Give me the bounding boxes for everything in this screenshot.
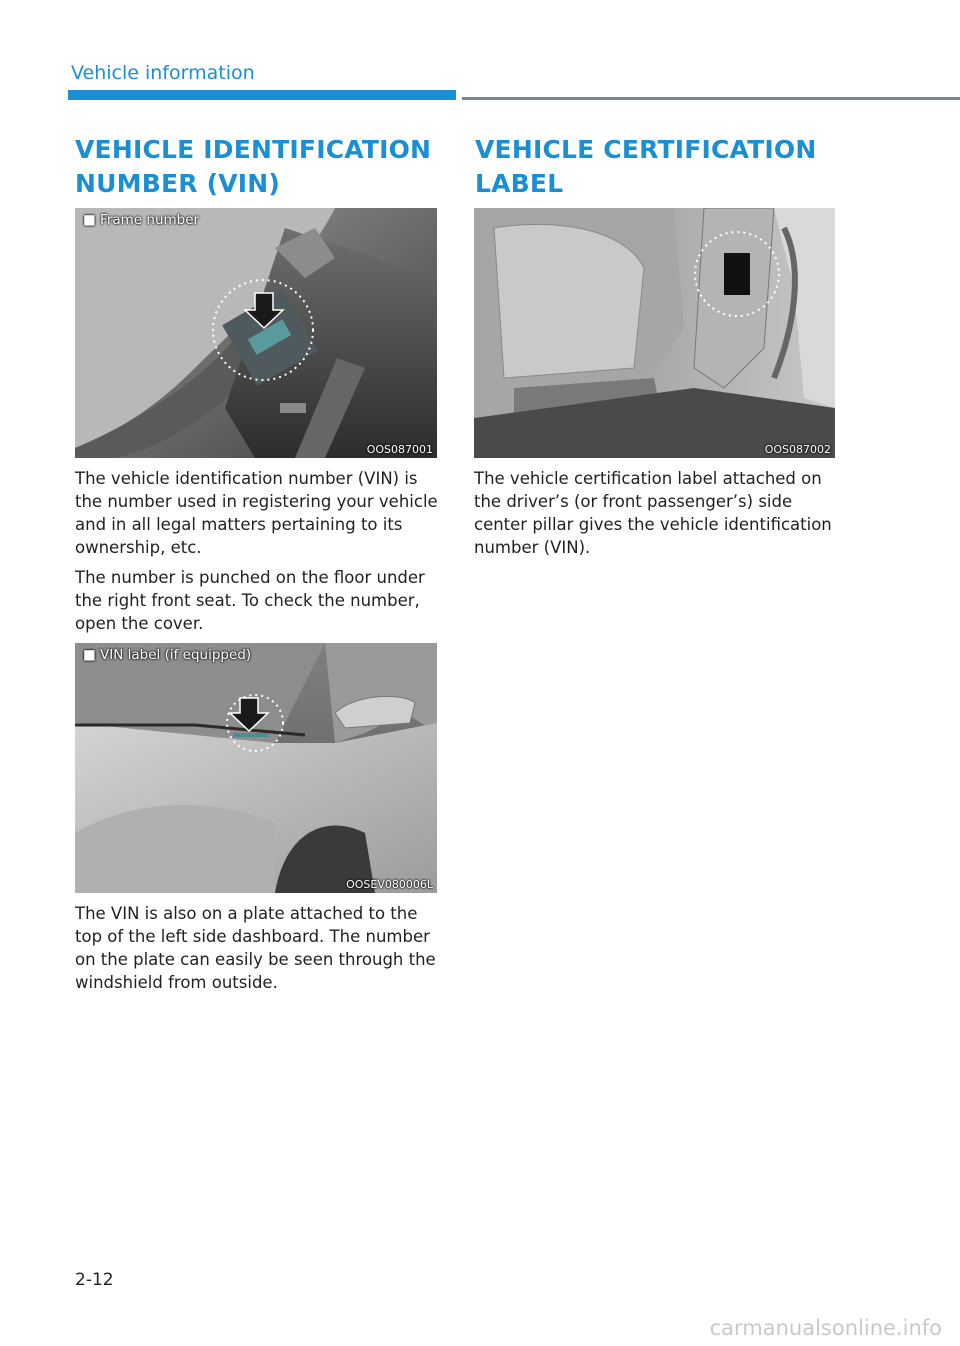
vin-plate-description xyxy=(75,902,440,994)
certification-heading-line2: LABEL xyxy=(475,169,564,198)
frame-number-figure xyxy=(75,208,437,458)
frame-number-caption: ■ Frame number xyxy=(83,212,200,228)
section-title: Vehicle information xyxy=(71,62,255,84)
certification-heading-line1: VEHICLE CERTIFICATION xyxy=(475,135,817,164)
certification-paragraph: The vehicle certification label attached on the driver’s (or front passenger’s) side center pillar gives the vehicle identification number (VIN). xyxy=(474,469,832,557)
vin-description xyxy=(75,467,440,635)
watermark-url[interactable]: carmanualsonline.info xyxy=(709,1316,942,1340)
certification-description xyxy=(474,467,839,559)
vin-heading-line2: NUMBER (VIN) xyxy=(75,169,281,198)
vin-plate-paragraph: The VIN is also on a plate attached to the top of the left side dashboard. The number on the plate can easily be seen through the windshield from outside. xyxy=(75,904,436,992)
certification-heading xyxy=(475,133,816,201)
vin-label-caption: ■ VIN label (if equipped) xyxy=(83,647,252,663)
frame-number-figure-code: OOS087001 xyxy=(366,443,433,456)
page-number: 2-12 xyxy=(75,1270,114,1290)
header-rule-accent xyxy=(68,90,456,100)
certification-label-illustration xyxy=(474,208,835,458)
vin-label-illustration xyxy=(75,643,437,893)
vin-heading xyxy=(75,133,431,201)
certification-label-figure xyxy=(474,208,835,458)
vin-label-figure xyxy=(75,643,437,893)
vin-heading-line1: VEHICLE IDENTIFICATION xyxy=(75,135,432,164)
frame-number-illustration xyxy=(75,208,437,458)
vin-paragraph-2: The number is punched on the floor under the right front seat. To check the number, open the cover. xyxy=(75,568,425,633)
vin-paragraph-1: The vehicle identification number (VIN) is the number used in registering your vehicle and in all legal matters pertaining to its ownership, etc. xyxy=(75,469,438,557)
certification-label-figure-code: OOS087002 xyxy=(764,443,831,456)
vin-label-figure-code: OOSEV080006L xyxy=(346,878,433,891)
header-rule xyxy=(462,97,960,100)
